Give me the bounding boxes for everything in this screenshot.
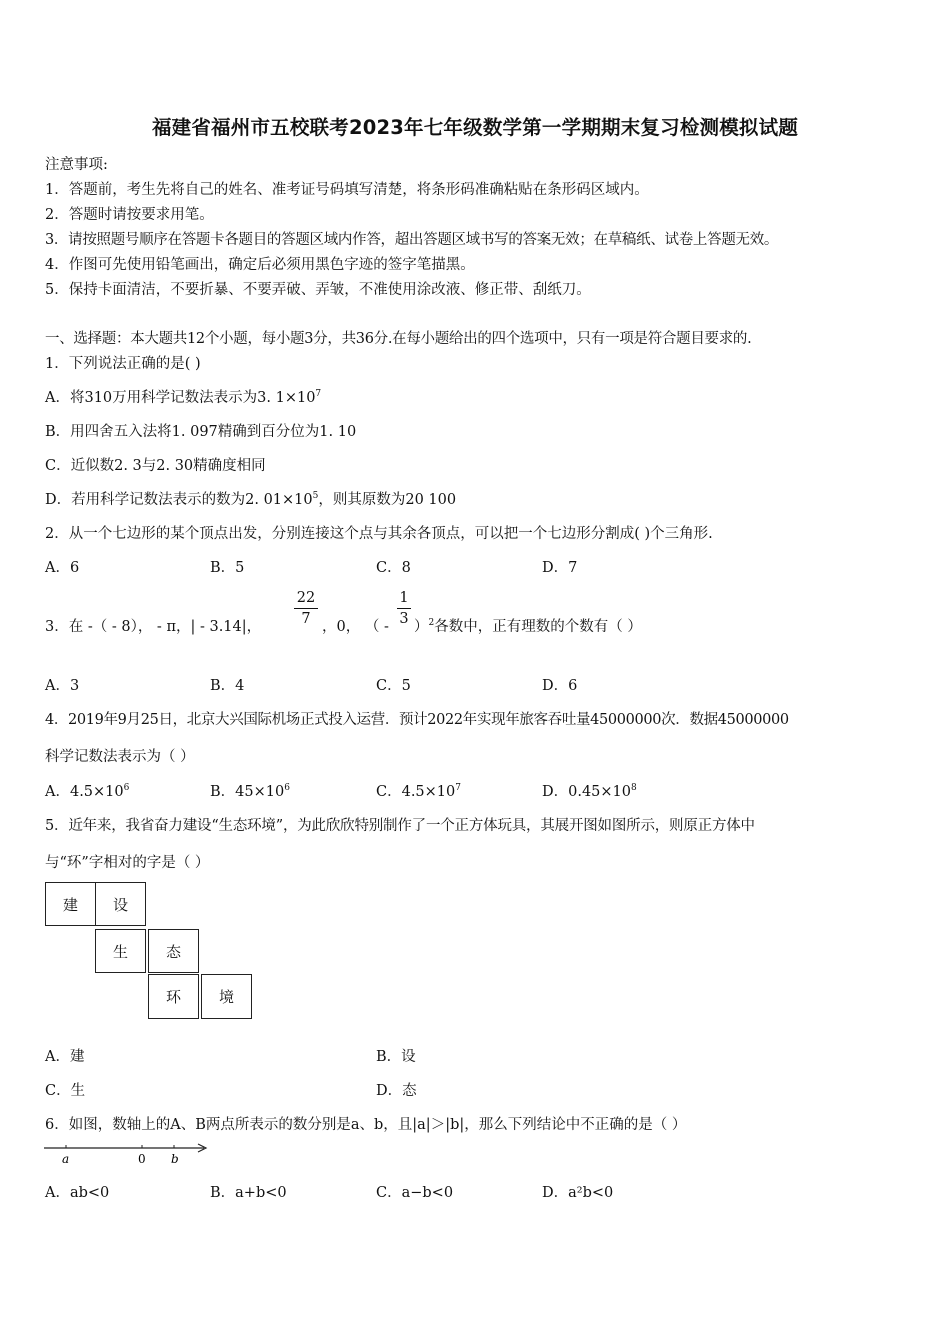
q6-stem: 6．如图，数轴上的A、B两点所表示的数分别是a、b，且|a|＞|b|，那么下列结论中不正确的是（ ） [45,1117,687,1133]
cube-net-figure [45,882,265,1022]
q1-option-a: A．将310万用科学记数法表示为3. $1\times 10^7$ [45,389,322,406]
q1-option-b: B．用四舍五入法将1. 097精确到百分位为1. 10 [45,424,357,440]
q1-option-d: D．若用科学记数法表示的数为2. $01\times 10^5$，则其原数为20 100 [45,491,457,508]
q3-option-d: D．6 [542,678,578,694]
fraction-1-3: 1 3 [397,590,411,627]
q2-option-d: D．7 [542,560,578,576]
q1-option-c: C．近似数2. 3与2. 30精确度相同 [45,458,266,474]
q5-stem-line1: 5．近年来，我省奋力建设“生态环境”，为此欣欣特别制作了一个正方体玩具，其展开图如图所示，则原正方体中 [45,818,755,834]
notice-item: 3．请按照题号顺序在答题卡各题目的答题区域内作答，超出答题区域书写的答案无效；在草稿纸、试卷上答题无效。 [45,232,779,248]
q4-stem-line2: 科学记数法表示为（ ） [45,749,195,765]
q6-option-b: B．a+b<0 [210,1185,287,1201]
number-line-figure [44,1140,214,1170]
q2-option-c: C．8 [376,560,411,576]
net-cell: 环 [148,974,199,1019]
notice-heading: 注意事项: [45,157,108,173]
q6-option-d: D．a²b<0 [542,1185,614,1201]
q4-option-b: B．$45\times 10^6$ [210,783,290,800]
q4-option-d: D．$0.45\times 10^8$ [542,783,637,800]
net-cell: 态 [148,929,199,973]
q1-stem: 1．下列说法正确的是( ) [45,356,201,372]
net-cell: 建 [45,882,96,926]
q5-option-c: C．生 [45,1083,86,1099]
q5-stem-line2: 与“环”字相对的字是（ ） [45,855,210,871]
q3-stem-mid: ，0， （ - [322,619,389,635]
q4-option-c: C．$4.5\times 10^7$ [376,783,461,800]
q2-option-b: B．5 [210,560,245,576]
q3-option-a: A．3 [45,678,80,694]
q4-option-a: A．$4.5\times 10^6$ [45,783,130,800]
q4-stem-line1: 4．2019年9月25日，北京大兴国际机场正式投入运营．预计2022年实现年旅客吞吐量45000000次．数据45000000 [45,712,789,728]
q5-option-b: B．设 [376,1049,416,1065]
q2-option-a: A．6 [45,560,80,576]
page-title: 福建省福州市五校联考2023年七年级数学第一学期期末复习检测模拟试题 [151,116,799,139]
notice-item: 2．答题时请按要求用笔。 [45,207,214,223]
fraction-22-7: 22 7 [294,590,318,627]
q6-option-a: A．ab<0 [45,1185,110,1201]
q6-option-c: C．a−b<0 [376,1185,454,1201]
axis-label-b: b [171,1152,179,1166]
notice-item: 1．答题前，考生先将自己的姓名、准考证号码填写清楚，将条形码准确粘贴在条形码区域内。 [45,182,649,198]
axis-label-a: a [62,1152,70,1166]
q3-stem-end: ）$^2$各数中，正有理数的个数有（ ） [414,618,642,635]
axis-label-0: 0 [138,1152,146,1166]
q3-stem-start: 3．在 -（ - 8）， - π，| - 3.14|， [45,619,262,635]
notice-item: 4．作图可先使用铅笔画出，确定后必须用黑色字迹的签字笔描黑。 [45,257,475,273]
q5-option-a: A．建 [45,1049,85,1065]
net-cell: 境 [201,974,252,1019]
q5-option-d: D．态 [376,1083,417,1099]
section-heading: 一、选择题：本大题共12个小题，每小题3分，共36分.在每小题给出的四个选项中，只有一项是符合题目要求的. [45,331,752,347]
net-cell: 生 [95,929,146,973]
q2-stem: 2．从一个七边形的某个顶点出发，分别连接这个点与其余各顶点，可以把一个七边形分割成( )个三角形. [45,526,713,542]
q3-option-c: C．5 [376,678,411,694]
net-cell: 设 [95,882,146,926]
q3-option-b: B．4 [210,678,245,694]
notice-item: 5．保持卡面清洁，不要折暴、不要弄破、弄皱，不准使用涂改液、修正带、刮纸刀。 [45,282,591,298]
